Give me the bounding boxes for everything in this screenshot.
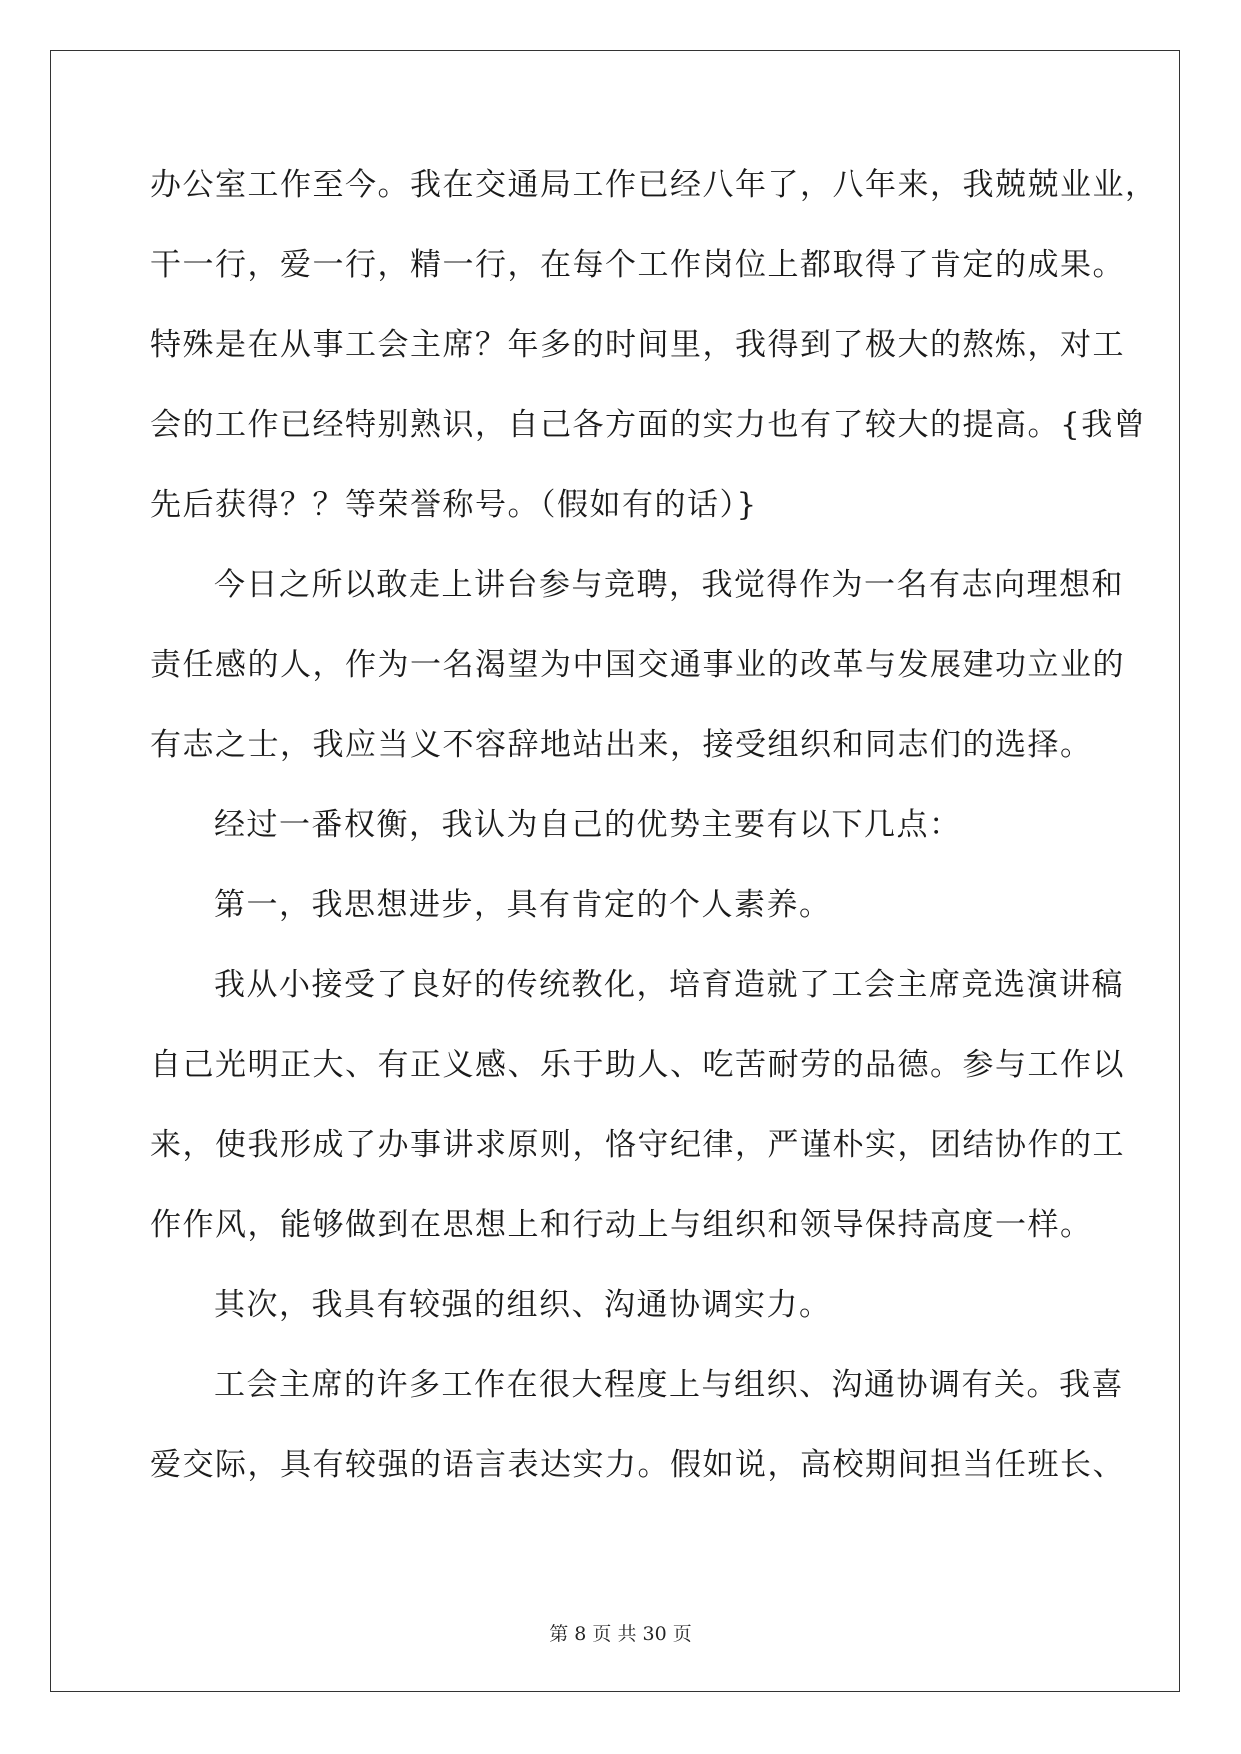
page-number-footer: 第 8 页 共 30 页	[549, 1623, 692, 1645]
paragraph-start-line: 第一，我思想进步，具有肯定的个人素养。	[214, 887, 832, 923]
paragraph-start-line: 其次，我具有较强的组织、沟通协调实力。	[214, 1287, 832, 1323]
text-line: 作作风，能够做到在思想上和行动上与组织和领导保持高度一样。	[150, 1207, 1093, 1243]
paragraph-start-line: 今日之所以敢走上讲台参与竞聘，我觉得作为一名有志向理想和	[214, 567, 1124, 603]
text-line: 会的工作已经特别熟识，自己各方面的实力也有了较大的提高。{我曾	[150, 407, 1147, 443]
text-line: 来，使我形成了办事讲求原则，恪守纪律，严谨朴实，团结协作的工	[150, 1127, 1125, 1163]
text-line: 爱交际，具有较强的语言表达实力。假如说，高校期间担当任班长、	[150, 1447, 1125, 1483]
text-line: 有志之士，我应当义不容辞地站出来，接受组织和同志们的选择。	[150, 727, 1093, 763]
paragraph-start-line: 经过一番权衡，我认为自己的优势主要有以下几点：	[214, 807, 962, 843]
text-line: 自己光明正大、有正义感、乐于助人、吃苦耐劳的品德。参与工作以	[150, 1047, 1125, 1083]
paragraph-start-line: 我从小接受了良好的传统教化，培育造就了工会主席竞选演讲稿	[214, 967, 1124, 1003]
text-line: 特殊是在从事工会主席？年多的时间里，我得到了极大的熬炼，对工	[150, 327, 1125, 363]
text-line: 办公室工作至今。我在交通局工作已经八年了，八年来，我兢兢业业，	[150, 167, 1158, 203]
text-line: 干一行，爱一行，精一行，在每个工作岗位上都取得了肯定的成果。	[150, 247, 1125, 283]
document-body	[150, 145, 1158, 1505]
text-line: 先后获得？？等荣誉称号。（假如有的话）}	[150, 487, 758, 523]
text-line: 责任感的人，作为一名渴望为中国交通事业的改革与发展建功立业的	[150, 647, 1125, 683]
paragraph-start-line: 工会主席的许多工作在很大程度上与组织、沟通协调有关。我喜	[214, 1367, 1124, 1403]
